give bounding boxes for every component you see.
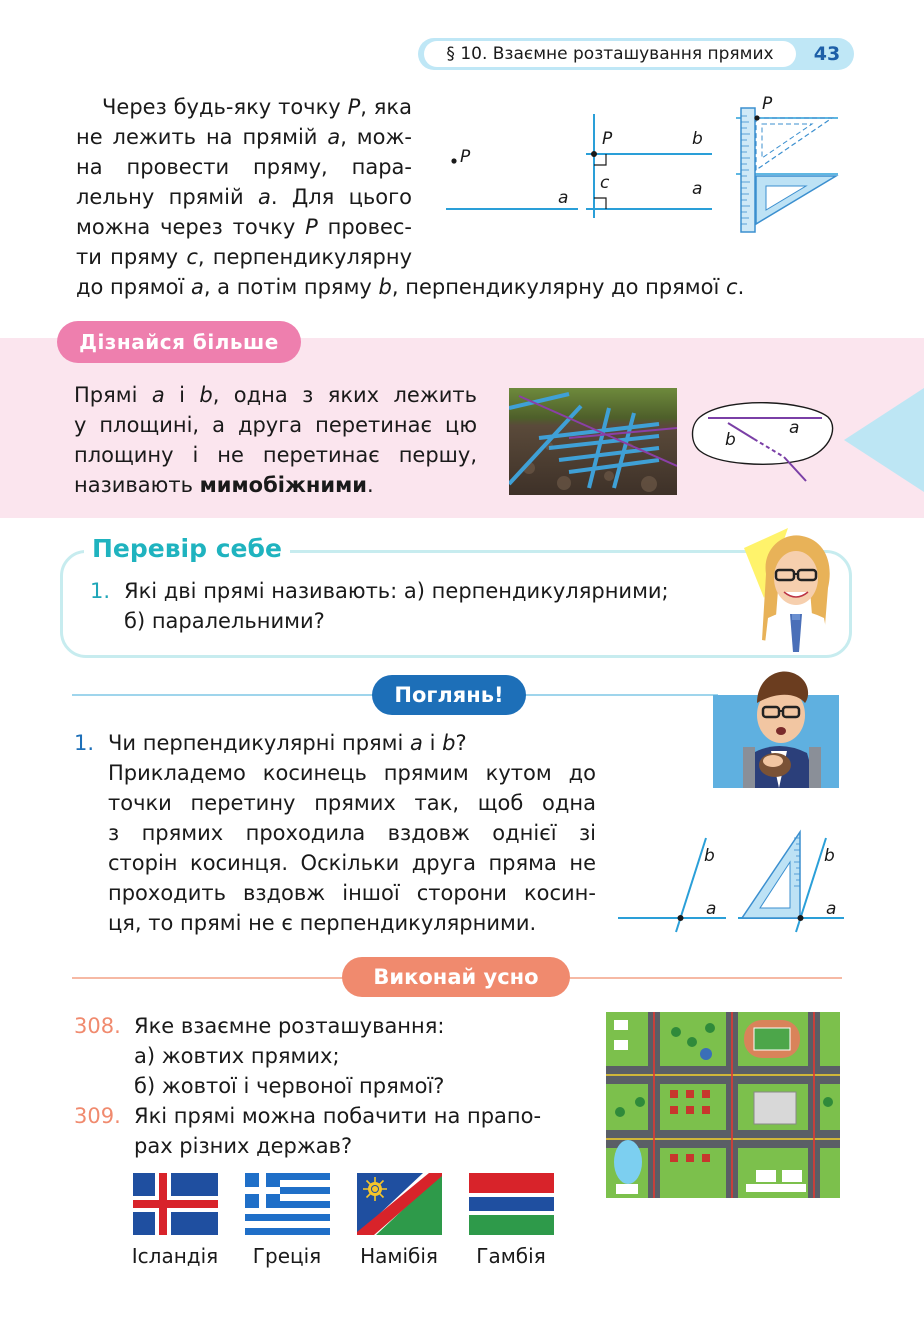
do-orally-tab: Виконай усно — [342, 957, 570, 997]
learn-more-line: у площині, а друга перетинає цю — [74, 413, 477, 437]
intro-line: ти пряму c, перпендикулярну — [76, 245, 412, 269]
section-title: § 10. Взаємне розташування прямих — [424, 41, 796, 67]
label-b: b — [725, 430, 736, 450]
look-line: точки перетину прямих так, щоб одна — [108, 791, 596, 815]
label-c: c — [600, 173, 610, 193]
intro-text — [76, 92, 412, 272]
right-angle-mark — [594, 198, 606, 209]
point-p-mid — [591, 151, 597, 157]
intro-line: можна через точку P провес- — [76, 215, 412, 239]
boy-illustration — [713, 657, 839, 788]
parallel-construction-figure — [440, 90, 850, 240]
look-tab: Поглянь! — [372, 675, 526, 715]
flag-greece — [245, 1173, 330, 1235]
flag-label-greece: Греція — [252, 1244, 322, 1268]
learn-more-line: називають мимобіжними. — [74, 473, 374, 497]
task-308-a: а) жовтих прямих; — [134, 1044, 340, 1068]
look-line: Чи перпендикулярні прямі a і b? — [108, 731, 467, 755]
girl-illustration — [744, 528, 844, 652]
task-309-line: рах різних держав? — [134, 1134, 353, 1158]
check-yourself-title: Перевір себе — [84, 532, 290, 566]
flag-label-namibia: Намібія — [360, 1244, 438, 1268]
intro-line: не лежить на прямій a, мож- — [76, 125, 412, 149]
skew-lines-figure — [688, 395, 838, 485]
intro-line: на провести пряму, пара- — [76, 155, 412, 179]
task-308-number: 308. — [74, 1014, 121, 1038]
intro-last-line: до прямої a, а потім пряму b, перпендикулярну до прямої c. — [76, 275, 745, 299]
label-b: b — [692, 129, 703, 149]
label-a-mid: a — [692, 179, 703, 199]
label-b-2: b — [824, 846, 835, 866]
label-p-ruler: P — [762, 94, 773, 114]
check-question-number: 1. — [90, 579, 111, 603]
label-a: a — [558, 188, 569, 208]
page-number: 43 — [813, 43, 841, 65]
label-a: a — [789, 418, 800, 438]
set-square-dashed-inner — [762, 124, 812, 158]
intro-line: лельну прямій a. Для цього — [76, 185, 412, 209]
flag-label-iceland: Ісландія — [131, 1244, 219, 1268]
flag-label-gambia: Гамбія — [476, 1244, 546, 1268]
flag-iceland — [133, 1173, 218, 1235]
learn-more-line: Прямі a і b, одна з яких лежить — [74, 383, 478, 407]
plane — [693, 403, 833, 465]
flag-gambia — [469, 1173, 554, 1235]
look-line: сторін косинця. Оскільки друга пряма не — [108, 851, 596, 875]
label-p: P — [460, 147, 471, 167]
task-308-text: Яке взаємне розташування: — [134, 1014, 445, 1038]
check-question-line: Які дві прямі називають: а) перпендикулярними; — [124, 579, 669, 603]
task-309-line: Які прямі можна побачити на прапо- — [134, 1104, 542, 1128]
intersection-2 — [798, 915, 804, 921]
intro-line: Через будь-яку точку P, яка — [102, 95, 412, 119]
label-b-1: b — [704, 846, 715, 866]
city-map-illustration — [606, 1012, 840, 1198]
look-text — [108, 728, 596, 938]
task-308-b: б) жовтої і червоної прямої? — [134, 1074, 445, 1098]
look-line: ця, то прямі не є перпендикулярними. — [108, 911, 537, 935]
not-perpendicular-figure — [614, 828, 846, 938]
learn-more-line: площину і не перетинає першу, — [74, 443, 477, 467]
look-line: проходить вздовж іншої сторони косин- — [108, 881, 596, 905]
pink-triangle-decoration — [844, 388, 924, 498]
label-p-mid: P — [602, 129, 613, 149]
intersection-1 — [678, 915, 684, 921]
check-question-line: б) паралельними? — [124, 609, 325, 633]
task-309-number: 309. — [74, 1104, 121, 1128]
set-square-dashed — [756, 118, 832, 170]
learn-more-tab: Дізнайся більше — [57, 321, 301, 363]
flag-namibia — [357, 1173, 442, 1235]
look-line: Прикладемо косинець прямим кутом до — [108, 761, 596, 785]
look-line: з прямих проходила вздовж однієї зі — [108, 821, 596, 845]
label-a-1: a — [706, 899, 717, 919]
point-p — [451, 158, 456, 163]
learn-more-text — [74, 380, 477, 500]
point-p-ruler — [754, 115, 759, 120]
plow-photo — [509, 388, 677, 495]
look-number: 1. — [74, 731, 95, 755]
label-a-2: a — [826, 899, 837, 919]
